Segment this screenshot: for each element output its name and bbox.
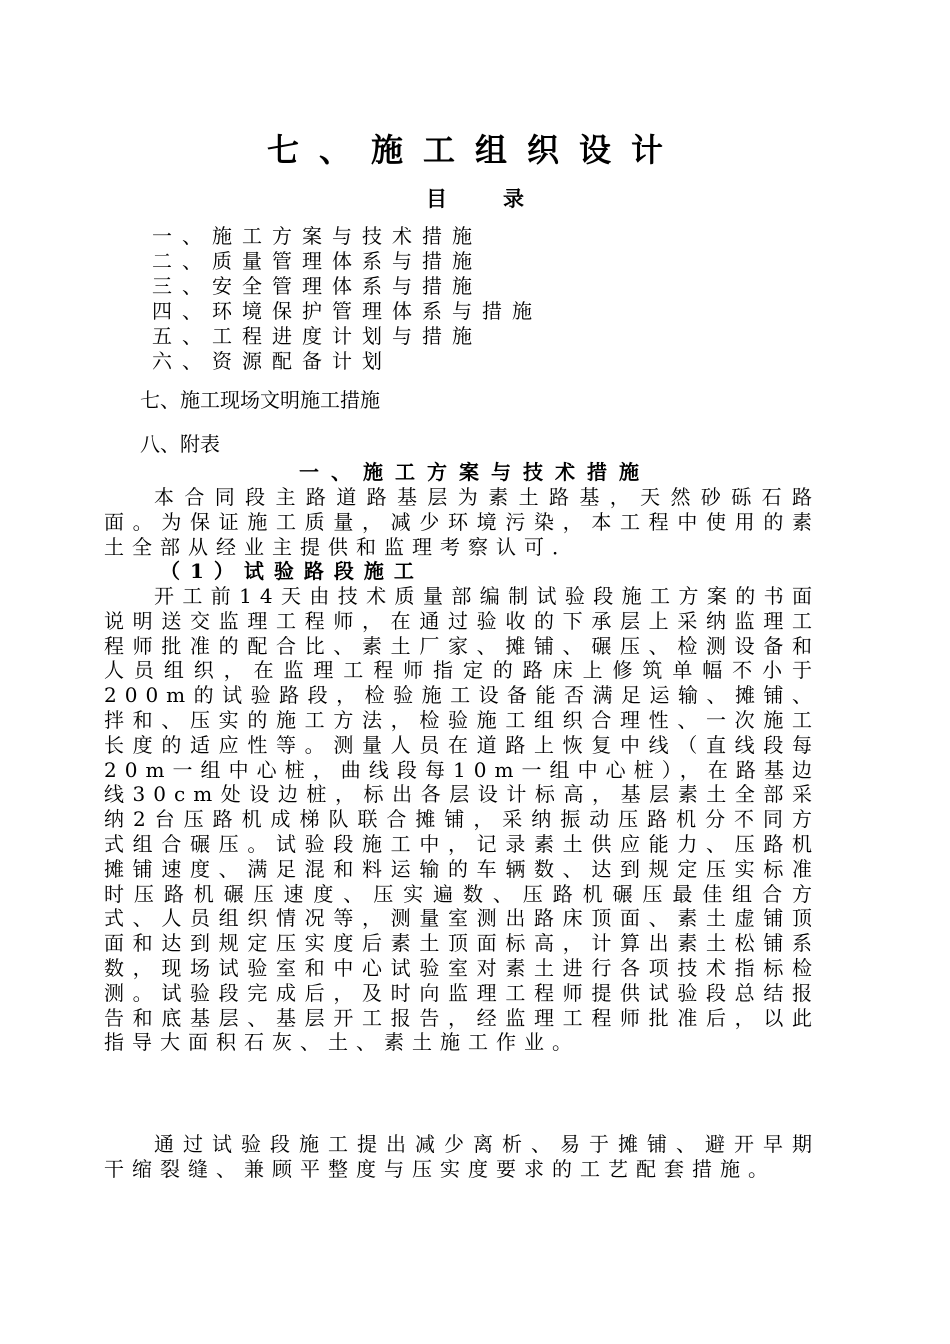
body-paragraph-2: 通过试验段施工提出减少离析、易于摊铺、避开早期干缩裂缝、兼顾平整度与压实度要求的工艺配套措施。 [104, 1132, 820, 1181]
toc-heading: 目录 [426, 186, 580, 211]
toc-item-1: 一、施工方案与技术措施 [152, 224, 482, 248]
toc-item-6: 六、资源配备计划 [152, 349, 392, 373]
document-title: 七、施工组织设计 [266, 131, 683, 169]
toc-item-4: 四、环境保护管理体系与措施 [152, 299, 542, 323]
section-heading: 一、施工方案与技术措施 [299, 460, 651, 484]
toc-item-8: 八、附表 [140, 432, 220, 456]
subsection-heading: （1）试验路段施工 [160, 559, 424, 583]
body-paragraph-1: 开工前14天由技术质量部编制试验段施工方案的书面说明送交监理工程师，在通过验收的下承层上采纳监理工程师批准的配合比、素土厂家、摊铺、碾压、检测设备和人员组织，在监理工程师指定的路床上修筑单幅不小于200m的试验路段，检验施工设备能否满足运输、摊铺、拌和、压实的施工方法，检验施工组织合理性、一次施工长度的适应性等。测量人员在道路上恢复中线（直线段每20m一组中心桩，曲线段每10m一组中心桩），在路基边线30cm处设边桩，标出各层设计标高，基层素土全部采纳2台压路机成梯队联合摊铺，采纳振动压路机分不同方式组合碾压。试验段施工中，记录素土供应能力、压路机摊铺速度、满足混和料运输的车辆数、达到规定压实标准时压路机碾压速度、压实遍数、压路机碾压最佳组合方式、人员组织情况等，测量室测出路床顶面、素土虚铺顶面和达到规定压实度后素土顶面标高，计算出素土松铺系数，现场试验室和中心试验室对素土进行各项技术指标检测。试验段完成后，及时向监理工程师提供试验段总结报告和底基层、基层开工报告，经监理工程师批准后，以此指导大面积石灰、土、素土施工作业。 [104, 584, 820, 1055]
table-of-contents [152, 224, 542, 374]
toc-item-2: 二、质量管理体系与措施 [152, 249, 482, 273]
intro-paragraph: 本合同段主路道路基层为素土路基，天然砂砾石路面。为保证施工质量，减少环境污染，本工程中使用的素土全部从经业主提供和监理考察认可． [104, 485, 820, 559]
toc-item-7: 七、施工现场文明施工措施 [140, 388, 380, 412]
toc-item-3: 三、安全管理体系与措施 [152, 274, 482, 298]
toc-item-5: 五、工程进度计划与措施 [152, 324, 482, 348]
